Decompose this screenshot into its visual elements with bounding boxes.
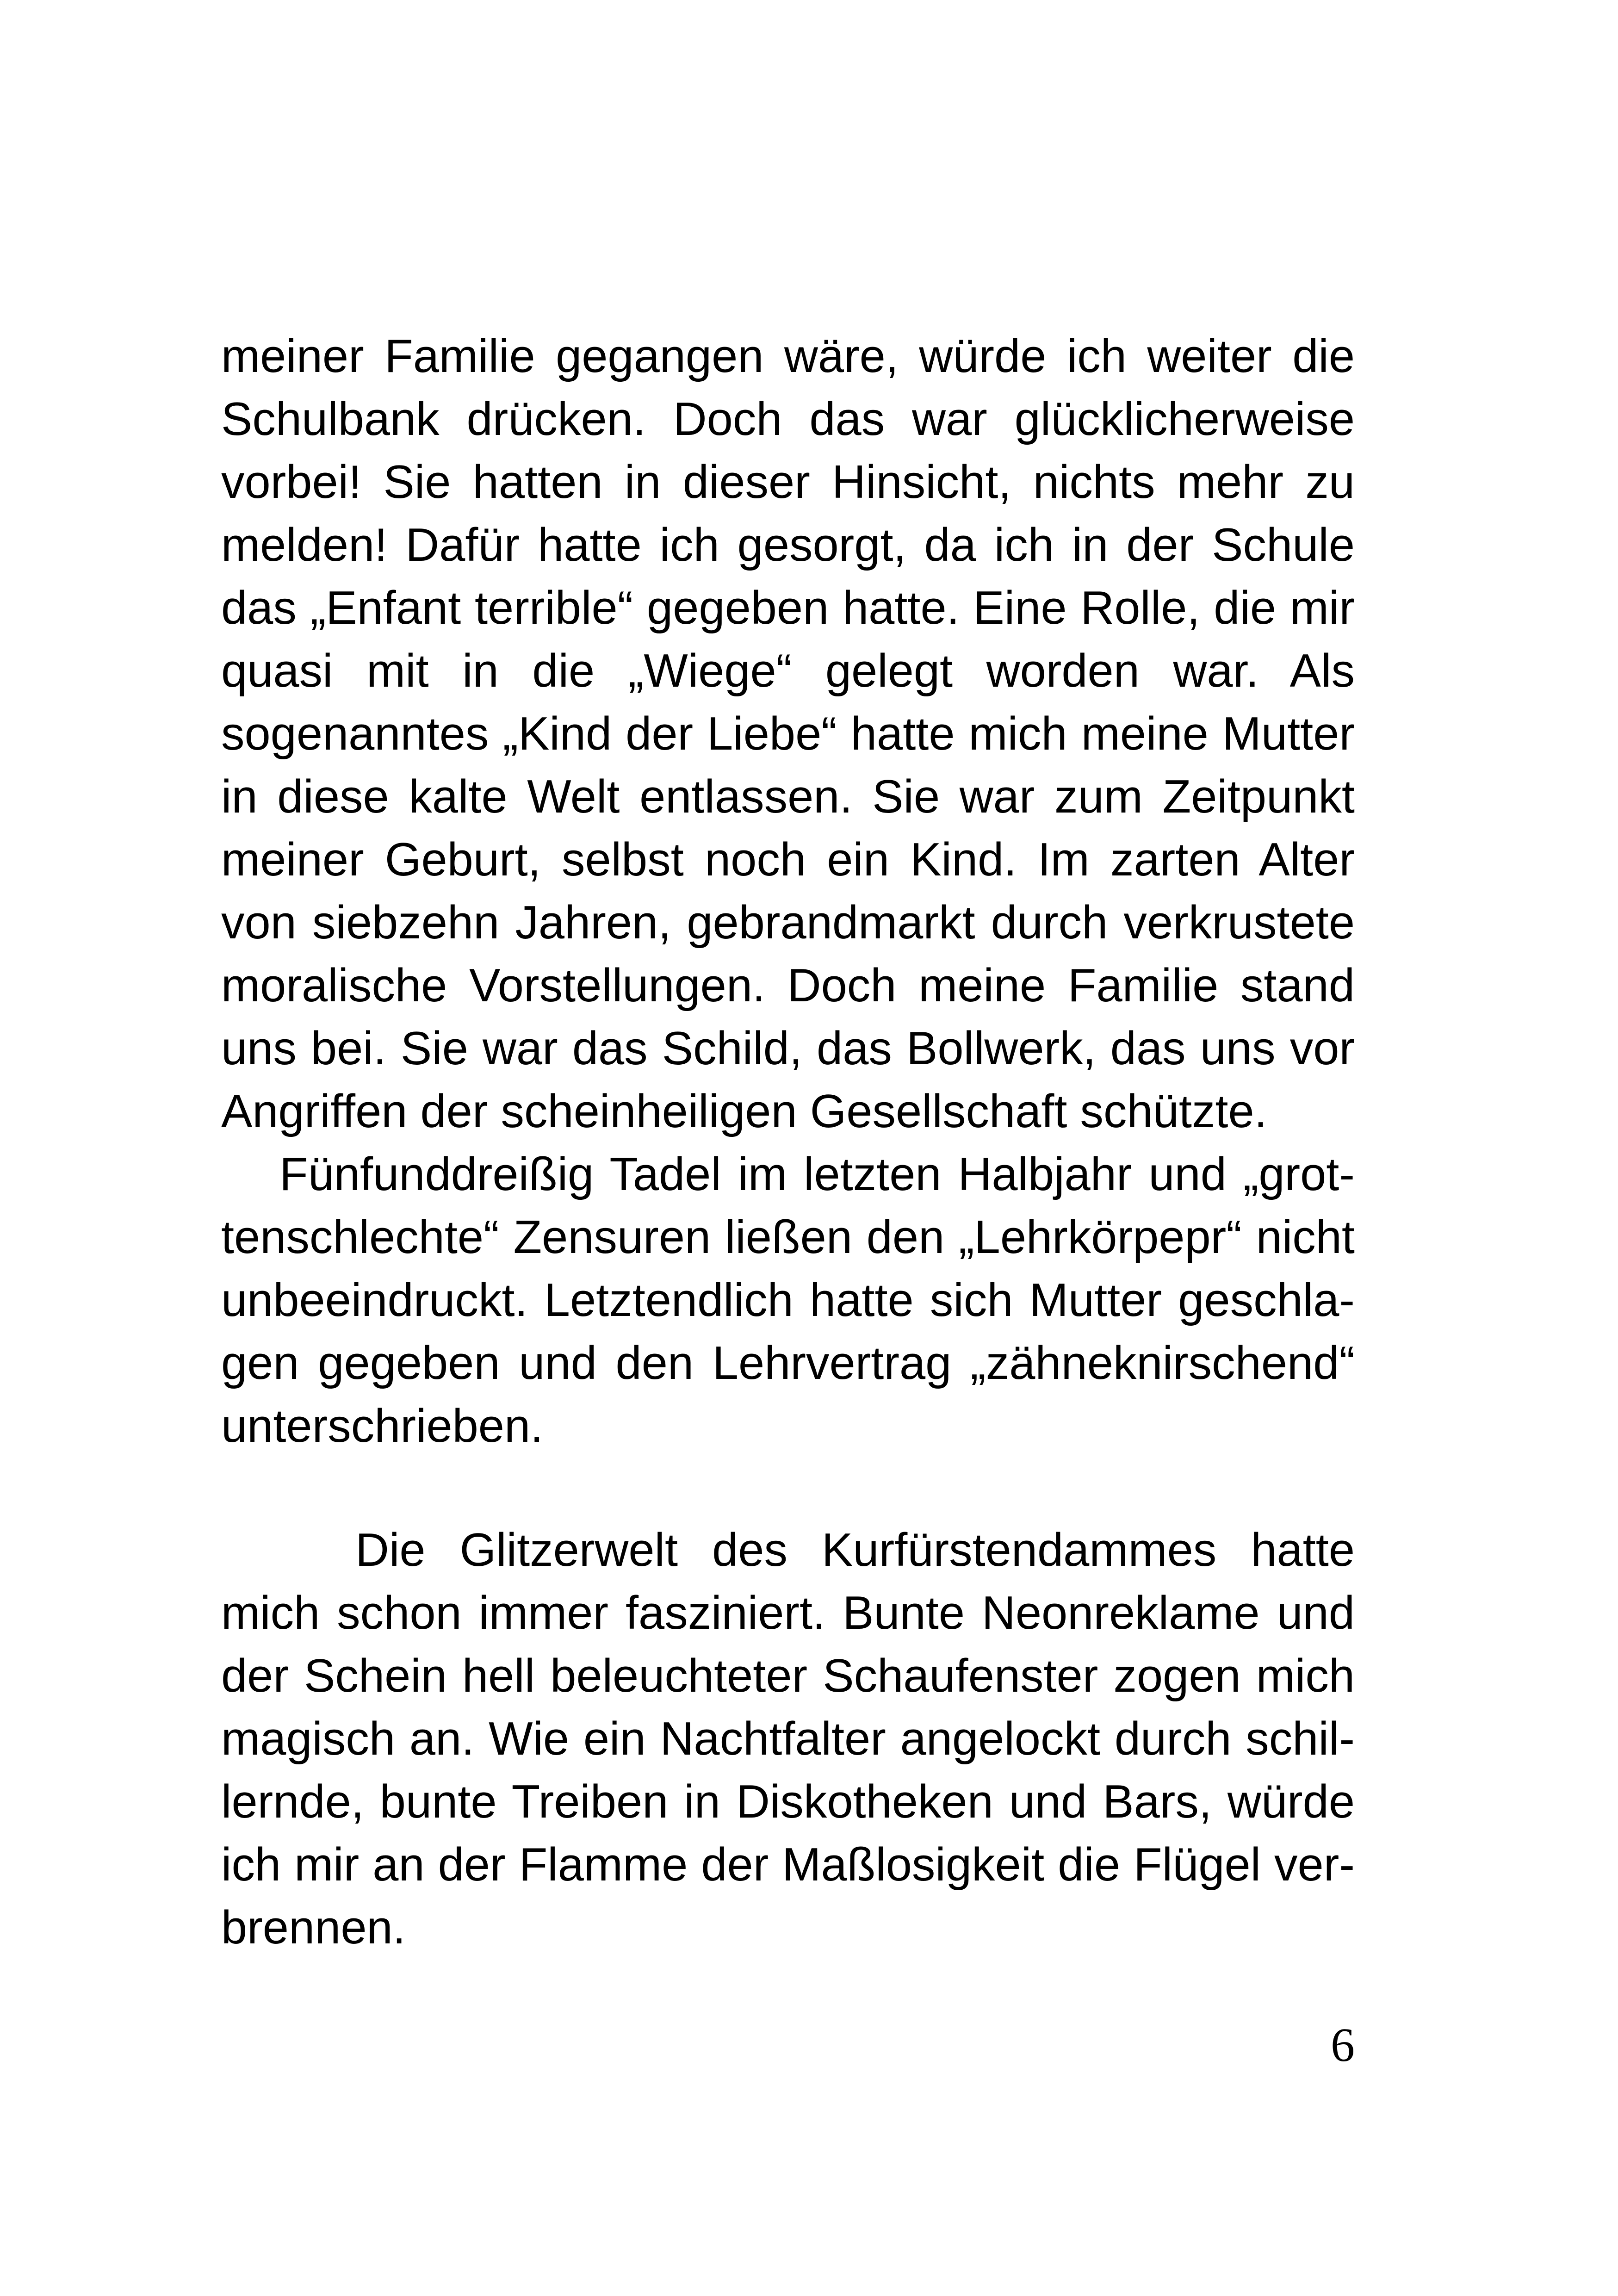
text-line: Schulbank drücken. Doch das war glücklicherweise bbox=[221, 393, 1355, 445]
text-line: das „Enfant terrible“ gegeben hatte. Eine Rolle, die mir bbox=[221, 582, 1355, 634]
text-line: moralische Vorstellungen. Doch meine Familie stand bbox=[221, 960, 1355, 1011]
text-line: tenschlechte“ Zensuren ließen den „Lehrkörpepr“ nicht bbox=[221, 1211, 1355, 1263]
text-line: mich schon immer fasziniert. Bunte Neonreklame und bbox=[221, 1587, 1355, 1639]
text-block-top bbox=[221, 325, 1355, 1458]
text-line: vorbei! Sie hatten in dieser Hinsicht, nichts mehr zu bbox=[221, 456, 1355, 508]
text-line: Angriffen der scheinheiligen Gesellschaft schützte. bbox=[221, 1086, 1267, 1137]
text-line: Die Glitzerwelt des Kurfürstendammes hatte bbox=[355, 1524, 1355, 1576]
text-line: unterschrieben. bbox=[221, 1400, 544, 1452]
text-line: meiner Familie gegangen wäre, würde ich weiter die bbox=[221, 330, 1355, 382]
text-line: quasi mit in die „Wiege“ gelegt worden war. Als bbox=[221, 645, 1355, 697]
text-line: lernde, bunte Treiben in Diskotheken und Bars, würde bbox=[221, 1776, 1355, 1828]
text-line: ich mir an der Flamme der Maßlosigkeit die Flügel ver- bbox=[221, 1839, 1355, 1891]
text-line: magisch an. Wie ein Nachtfalter angelockt durch schil- bbox=[221, 1713, 1355, 1765]
text-block-bottom bbox=[221, 1519, 1355, 1959]
text-line: melden! Dafür hatte ich gesorgt, da ich in der Schule bbox=[221, 519, 1355, 571]
text-line: Fünfunddreißig Tadel im letzten Halbjahr und „grot- bbox=[279, 1148, 1355, 1200]
text-line: gen gegeben und den Lehrvertrag „zähneknirschend“ bbox=[221, 1337, 1355, 1389]
text-line: sogenanntes „Kind der Liebe“ hatte mich meine Mutter bbox=[221, 708, 1355, 760]
text-line: unbeeindruckt. Letztendlich hatte sich Mutter geschla- bbox=[221, 1274, 1355, 1326]
text-line: uns bei. Sie war das Schild, das Bollwerk, das uns vor bbox=[221, 1023, 1355, 1074]
text-line: brennen. bbox=[221, 1902, 406, 1954]
text-line: von siebzehn Jahren, gebrandmarkt durch verkrustete bbox=[221, 897, 1355, 949]
text-line: in diese kalte Welt entlassen. Sie war zum Zeitpunkt bbox=[221, 771, 1355, 823]
text-line: der Schein hell beleuchteter Schaufenster zogen mich bbox=[221, 1650, 1355, 1702]
text-line: meiner Geburt, selbst noch ein Kind. Im zarten Alter bbox=[221, 834, 1355, 886]
page-number: 6 bbox=[1331, 2018, 1355, 2072]
